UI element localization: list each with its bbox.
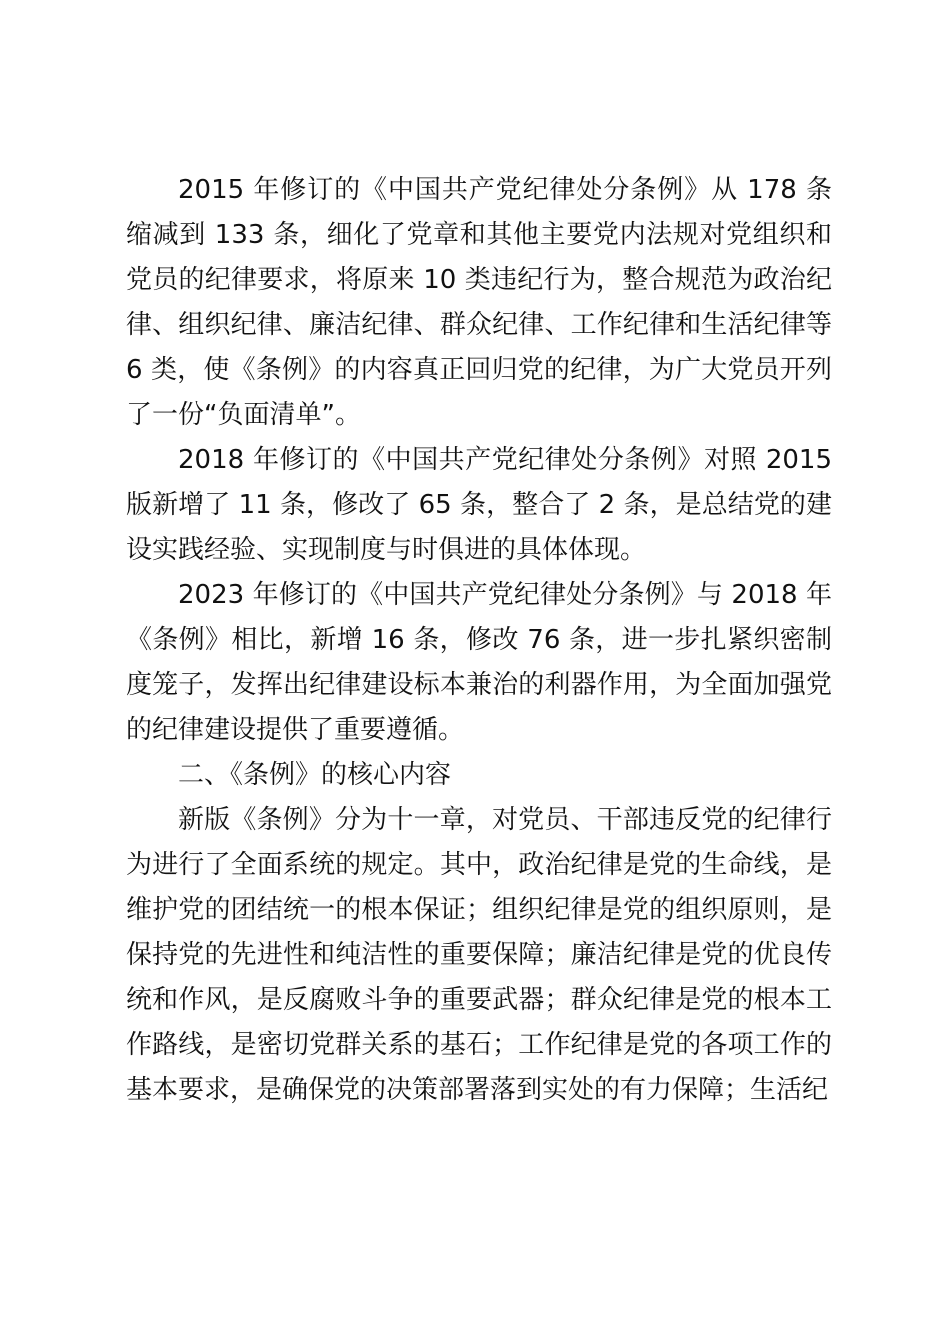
paragraph-core-content: 新版《条例》分为十一章，对党员、干部违反党的纪律行为进行了全面系统的规定。其中，政治纪律是党的生命线，是维护党的团结统一的根本保证；组织纪律是党的组织原则，是保持党的先进性和纯洁性的重要保障；廉洁纪律是党的优良传统和作风，是反腐败斗争的重要武器；群众纪律是党的根本工作路线，是密切党群关系的基石；工作纪律是党的各项工作的基本要求，是确保党的决策部署落到实处的有力保障；生活纪 xyxy=(126,805,832,1105)
paragraph-2015-revision: 2015 年修订的《中国共产党纪律处分条例》从 178 条缩减到 133 条，细化了党章和其他主要党内法规对党组织和党员的纪律要求，将原来 10 类违纪行为，整合规范为政治纪律、组织纪律、廉洁纪律、群众纪律、工作纪律和生活纪律等 6 类，使《条例》的内容真正回归党的纪律，为广大党员开列了一份“负面清单”。 xyxy=(126,175,832,430)
paragraph-2018-revision: 2018 年修订的《中国共产党纪律处分条例》对照 2015 版新增了 11 条，修改了 65 条，整合了 2 条，是总结党的建设实践经验、实现制度与时俱进的具体体现。 xyxy=(126,445,832,565)
document-body xyxy=(126,168,832,1113)
section-heading: 二、《条例》的核心内容 xyxy=(178,760,452,790)
paragraph-2023-revision: 2023 年修订的《中国共产党纪律处分条例》与 2018 年《条例》相比，新增 16 条，修改 76 条，进一步扎紧织密制度笼子，发挥出纪律建设标本兼治的利器作用，为全面加强党的纪律建设提供了重要遵循。 xyxy=(126,580,832,745)
